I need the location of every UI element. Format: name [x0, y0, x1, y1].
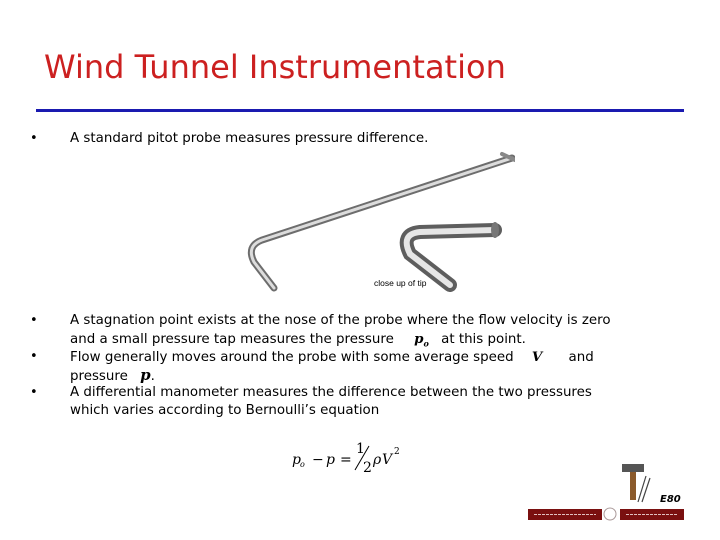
logo-text: E80: [660, 494, 681, 505]
eq-denominator: 2: [363, 460, 372, 476]
bullet-text-pitot: A standard pitot probe measures pressure difference.: [70, 131, 429, 146]
text-segment: and: [568, 350, 594, 365]
symbol-V: V: [531, 349, 543, 365]
bullet-marker: •: [30, 313, 38, 328]
symbol-sub-o: o: [423, 338, 429, 349]
bullet-text-flow-line1: [70, 348, 660, 367]
eq-equals: =: [340, 452, 352, 468]
symbol-p: p: [140, 366, 151, 384]
text-segment: and a small pressure tap measures the pressure: [70, 332, 394, 347]
hammer-handle: [630, 470, 636, 500]
bullet-text-manometer-line1: A differential manometer measures the difference between the two pressures: [70, 385, 592, 400]
eq-rho: ρ: [373, 452, 382, 468]
eq-sub-o: o: [300, 460, 305, 469]
pitot-probe-image: [240, 150, 515, 292]
bullet-marker: •: [30, 131, 38, 146]
course-logo: [526, 456, 686, 522]
eq-V: V: [382, 452, 393, 468]
text-segment: pressure: [70, 369, 128, 384]
eq-numerator: 1: [356, 441, 365, 457]
eq-p0: p: [292, 452, 301, 468]
symbol-p: p: [414, 331, 424, 347]
bullet-marker: •: [30, 385, 38, 400]
bullet-text-stagnation-line1: A stagnation point exists at the nose of the probe where the flow velocity is zero: [70, 313, 611, 328]
text-segment: Flow generally moves around the probe with some average speed: [70, 350, 514, 365]
bernoulli-equation: [290, 440, 420, 476]
symbol-p0: [414, 331, 429, 347]
hammer-head: [622, 464, 644, 472]
bullet-text-flow-line2: [70, 366, 660, 386]
eq-p: p: [326, 452, 335, 468]
bullet-text-manometer-line2: which varies according to Bernoulli’s equation: [70, 403, 380, 418]
image-caption: close up of tip: [374, 278, 427, 288]
eq-exponent: 2: [394, 447, 400, 457]
bullet-marker: •: [30, 349, 38, 364]
text-segment: .: [150, 369, 155, 384]
title-underline: [36, 109, 684, 112]
eq-minus: −: [312, 452, 324, 468]
slide-title: Wind Tunnel Instrumentation: [44, 48, 506, 86]
text-segment: at this point.: [441, 332, 526, 347]
